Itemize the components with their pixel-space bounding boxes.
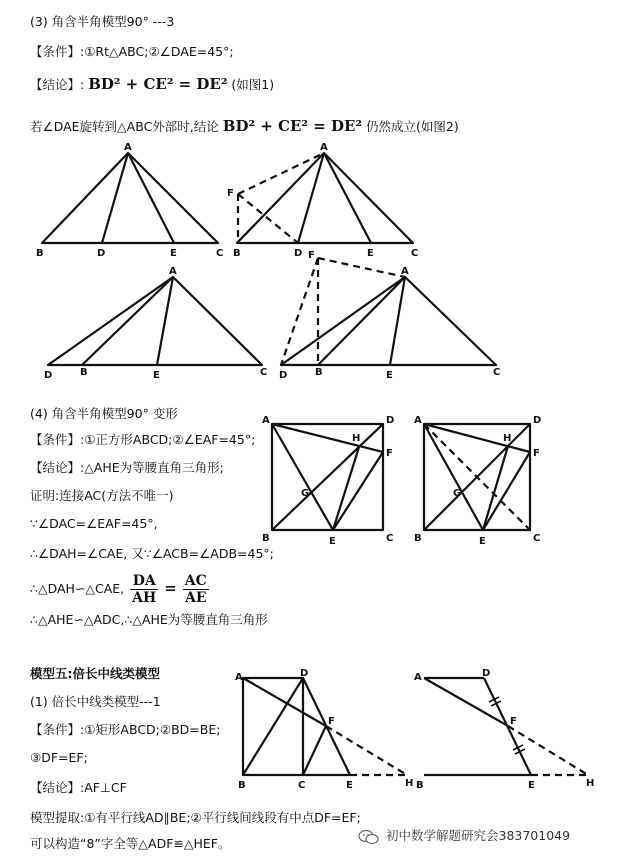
label-F: F: [510, 716, 517, 727]
label-E: E: [386, 370, 393, 381]
rotate-formula: BD² + CE² = DE²: [222, 117, 363, 135]
label-D: D: [294, 248, 303, 259]
label-F: F: [386, 448, 393, 459]
label-A: A: [262, 415, 270, 426]
label-C: C: [216, 248, 224, 259]
section5-conclusion: 【结论】:AF⊥CF: [30, 780, 127, 795]
label-H: H: [352, 433, 361, 444]
label-D: D: [533, 415, 542, 426]
section5-condition1: 【条件】:①矩形ABCD;②BD=BE;: [30, 722, 221, 737]
label-E: E: [479, 536, 486, 547]
ratio-fraction-2: $\frac{AC}{AE}$: [184, 573, 207, 606]
label-F: F: [533, 448, 540, 459]
label-C: C: [386, 533, 394, 544]
label-H: H: [586, 778, 595, 789]
label-E: E: [170, 248, 177, 259]
label-E: E: [329, 536, 336, 547]
section5-subtitle: (1) 倍长中线类模型---1: [30, 694, 161, 709]
figure-3-triangle: [48, 277, 262, 365]
label-C: C: [411, 248, 419, 259]
label-E: E: [367, 248, 374, 259]
label-A: A: [401, 266, 409, 277]
section5-extract: 模型提取:①有平行线AD∥BE;②平行线间线段有中点DF=EF;: [30, 810, 361, 825]
label-B: B: [416, 780, 424, 791]
section5-heading: 模型五:倍长中线类模型: [30, 666, 160, 681]
square-figure-2: [424, 424, 530, 530]
section5-construct: 可以构造“8”字全等△ADF≌△HEF。: [30, 836, 231, 851]
label-H: H: [405, 778, 414, 789]
label-A: A: [124, 142, 132, 153]
section4-condition: 【条件】:①正方形ABCD;②∠EAF=45°;: [30, 432, 256, 447]
label-A: A: [414, 672, 422, 683]
label-D: D: [300, 668, 309, 679]
label-D: D: [279, 370, 288, 381]
label-D: D: [386, 415, 395, 426]
label-F: F: [227, 188, 234, 199]
section3-condition: 【条件】:①Rt△ABC;②∠DAE=45°;: [30, 44, 234, 59]
label-D: D: [97, 248, 106, 259]
label-A: A: [235, 672, 243, 683]
figure-1-triangle: [42, 153, 218, 243]
label-E: E: [153, 370, 160, 381]
label-F: F: [328, 716, 335, 727]
ratio-equals: =: [164, 579, 177, 597]
label-D: D: [482, 668, 491, 679]
rotate-suffix: 仍然成立(如图2): [366, 119, 459, 134]
point-labels: [36, 142, 594, 791]
square-figure-1: [272, 424, 383, 530]
section4-title: (4) 角含半角模型90° 变形: [30, 406, 178, 421]
trapezoid-figure: [424, 678, 588, 775]
label-D: D: [44, 370, 53, 381]
label-F: F: [308, 250, 315, 261]
label-E: E: [528, 780, 535, 791]
section4-proof-line2: ∴∠DAH=∠CAE, 又∵∠ACB=∠ADB=45°;: [30, 546, 274, 561]
label-C: C: [260, 367, 268, 378]
section4-proof-line1: ∵∠DAC=∠EAF=45°,: [30, 516, 158, 531]
label-G: G: [453, 488, 462, 499]
label-C: C: [533, 533, 541, 544]
ratio-fraction-1: $\frac{DA}{AH}$: [132, 573, 157, 606]
section4-proof-line4: ∴△AHE∽△ADC,∴△AHE为等腰直角三角形: [30, 612, 268, 627]
section4-proof-intro: 证明:连接AC(方法不唯一): [30, 488, 174, 503]
section5-condition2: ③DF=EF;: [30, 750, 88, 765]
rotate-prefix: 若∠DAE旋转到△ABC外部时,结论: [30, 119, 219, 134]
watermark-text: 初中数学解题研究会383701049: [386, 828, 571, 843]
label-B: B: [238, 780, 246, 791]
section4-conclusion: 【结论】:△AHE为等腰直角三角形;: [30, 460, 224, 475]
label-A: A: [414, 415, 422, 426]
section3-title: (3) 角含半角模型90° ---3: [30, 14, 175, 29]
figure-4-triangle: [281, 258, 496, 365]
figure-2-triangle: [237, 153, 413, 243]
label-B: B: [80, 367, 88, 378]
label-B: B: [414, 533, 422, 544]
label-B: B: [233, 248, 241, 259]
label-A: A: [169, 266, 177, 277]
label-G: G: [301, 488, 310, 499]
label-B: B: [36, 248, 44, 259]
conclusion-label: 【结论】:: [30, 77, 85, 92]
rectangle-figure: [243, 678, 407, 775]
label-B: B: [262, 533, 270, 544]
conclusion-formula: BD² + CE² = DE²: [88, 75, 228, 93]
label-B: B: [315, 367, 323, 378]
label-C: C: [298, 780, 306, 791]
label-C: C: [493, 367, 501, 378]
proof-line3-prefix: ∴△DAH∽△CAE,: [30, 581, 125, 596]
label-H: H: [503, 433, 512, 444]
conclusion-note: (如图1): [231, 77, 275, 92]
label-E: E: [346, 780, 353, 791]
label-A: A: [320, 142, 328, 153]
